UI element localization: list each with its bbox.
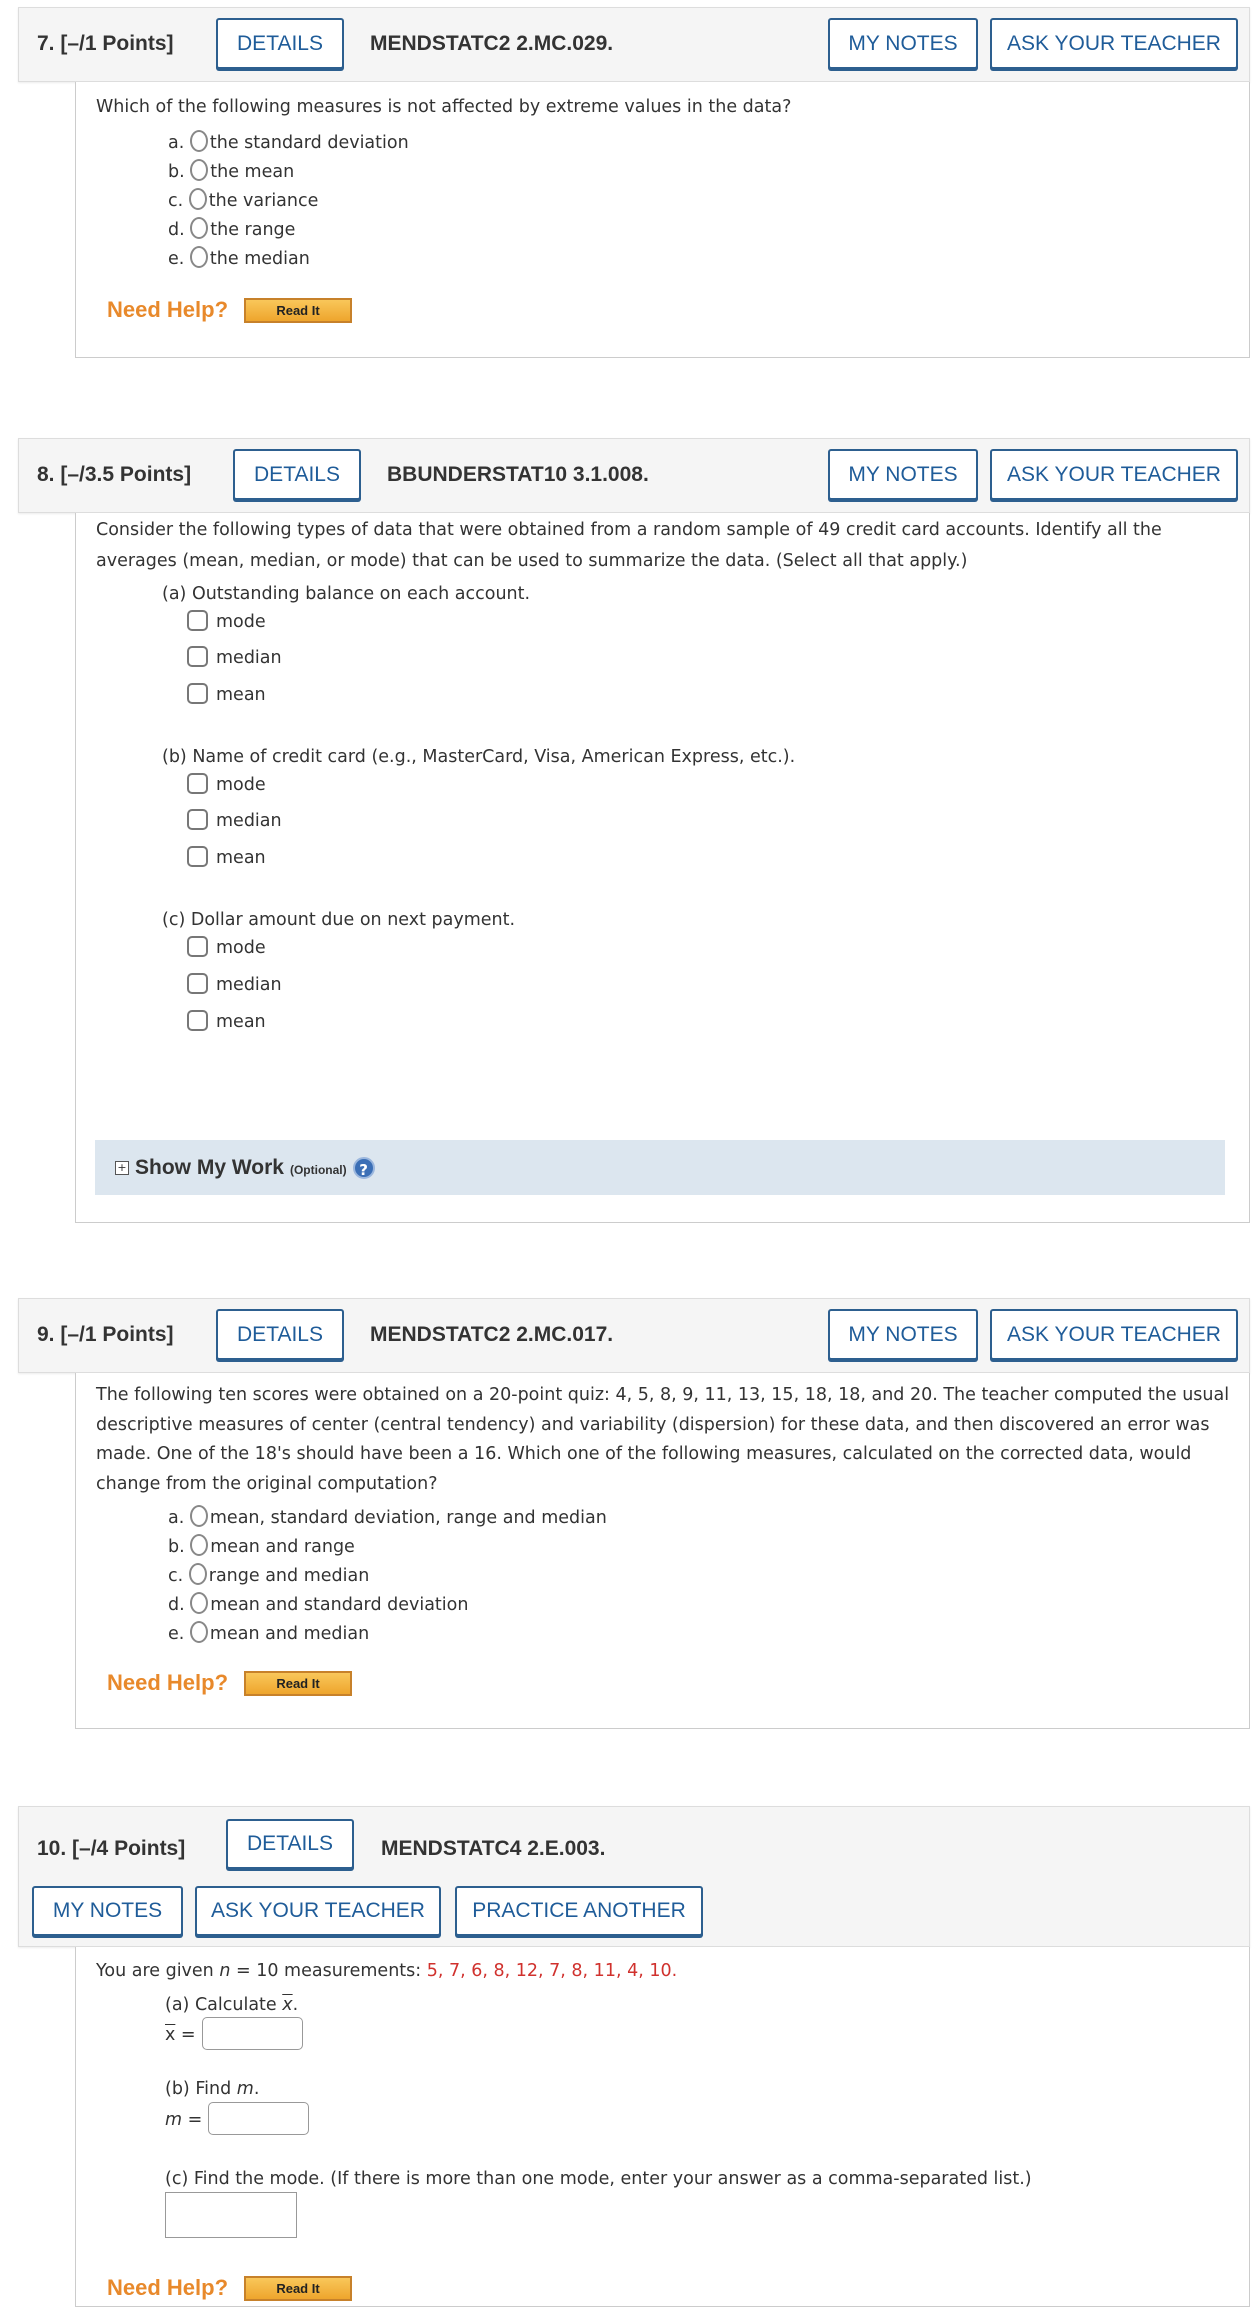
part-c-label: (c) Find the mode. (If there is more than one mode, enter your answer as a comma-separated list.) — [165, 2169, 1032, 2189]
option-letter: b. — [168, 1537, 185, 1557]
checkbox-median[interactable] — [187, 809, 282, 831]
choice-label: median — [216, 648, 282, 668]
help-icon[interactable]: ? — [353, 1157, 375, 1179]
ask-your-teacher-button[interactable]: ASK YOUR TEACHER — [990, 449, 1238, 500]
need-help-label: Need Help? — [107, 297, 229, 322]
intro-suffix: . — [671, 1961, 678, 1981]
part-b-end: . — [253, 2079, 260, 2099]
checkbox-median[interactable] — [187, 973, 282, 995]
checkbox[interactable] — [187, 683, 208, 704]
question-text-line2: averages (mean, median, or mode) that can be used to summarize the data. (Select all that apply.) — [96, 551, 968, 571]
checkbox-mean[interactable] — [187, 683, 266, 705]
measurements: 5, 7, 6, 8, 12, 7, 8, 11, 4, 10 — [426, 1961, 672, 1981]
checkbox-mean[interactable] — [187, 1010, 266, 1032]
points-label: [–/1 Points] — [60, 1323, 174, 1346]
question-text-line1: Consider the following types of data that were obtained from a random sample of 49 credit card accounts. Identify all the — [96, 520, 1162, 540]
show-my-work-label[interactable]: Show My Work — [135, 1155, 284, 1179]
option-b[interactable] — [168, 1534, 355, 1557]
part-a-label: (a) Outstanding balance on each account. — [162, 584, 531, 604]
part-b-label: (b) Name of credit card (e.g., MasterCard, Visa, American Express, etc.). — [162, 747, 796, 767]
part-b-text: (b) Find — [165, 2079, 237, 2099]
x-bar-input[interactable] — [202, 2017, 303, 2050]
option-letter: a. — [168, 1508, 185, 1528]
median-input[interactable] — [208, 2102, 309, 2135]
radio-button[interactable] — [190, 130, 208, 152]
my-notes-button[interactable]: MY NOTES — [828, 18, 978, 69]
checkbox[interactable] — [187, 973, 208, 994]
choice-label: mode — [216, 775, 266, 795]
option-a[interactable] — [168, 1505, 607, 1528]
choice-label: median — [216, 975, 282, 995]
read-it-button[interactable]: Read It — [244, 1671, 352, 1696]
option-c[interactable] — [168, 188, 318, 211]
q7-header — [18, 7, 1250, 82]
ask-your-teacher-button[interactable]: ASK YOUR TEACHER — [195, 1886, 441, 1936]
option-text: mean and median — [209, 1624, 370, 1644]
x-bar: $\overline{x}$ — [165, 2025, 176, 2045]
radio-button[interactable] — [190, 159, 208, 181]
intro-text — [96, 1961, 677, 1981]
option-text: the standard deviation — [209, 133, 409, 153]
q8-header — [18, 438, 1250, 513]
q7-points — [37, 32, 174, 56]
part-a-end: . — [292, 1995, 299, 2015]
intro-prefix: You are given — [96, 1961, 220, 1981]
question-text-line: change from the original computation? — [96, 1474, 438, 1494]
my-notes-button[interactable]: MY NOTES — [828, 449, 978, 500]
problem-code: MENDSTATC4 2.E.003. — [381, 1837, 606, 1860]
choice-label: mean — [216, 1012, 266, 1032]
details-button[interactable]: DETAILS — [233, 449, 361, 500]
option-letter: b. — [168, 162, 185, 182]
m-label — [165, 2110, 202, 2130]
radio-button[interactable] — [190, 1505, 208, 1527]
radio-button[interactable] — [190, 1592, 208, 1614]
need-help-label: Need Help? — [107, 1670, 229, 1695]
question-text-line: The following ten scores were obtained on a 20-point quiz: 4, 5, 8, 9, 11, 13, 15, 18, 18, and 20. The teacher computed the usual — [96, 1385, 1230, 1405]
radio-button[interactable] — [189, 1563, 207, 1585]
option-text: the median — [209, 249, 310, 269]
option-letter: e. — [168, 249, 185, 269]
problem-code: BBUNDERSTAT10 3.1.008. — [387, 463, 649, 486]
question-text-line: made. One of the 18's should have been a 16. Which one of the following measures, calculated on the corrected data, would — [96, 1444, 1192, 1464]
checkbox[interactable] — [187, 773, 208, 794]
read-it-button[interactable]: Read It — [244, 298, 352, 323]
expand-icon[interactable]: + — [115, 1161, 129, 1175]
problem-code: MENDSTATC2 2.MC.017. — [370, 1323, 614, 1346]
checkbox-mode[interactable] — [187, 773, 266, 795]
option-a[interactable] — [168, 130, 409, 153]
option-letter: c. — [168, 191, 184, 211]
option-text: range and median — [208, 1566, 370, 1586]
need-help-label: Need Help? — [107, 2275, 229, 2300]
points-label: [–/4 Points] — [72, 1837, 186, 1860]
checkbox[interactable] — [187, 846, 208, 867]
radio-button[interactable] — [190, 1621, 208, 1643]
mode-input[interactable] — [165, 2192, 297, 2238]
option-text: mean and range — [210, 1537, 355, 1557]
q8-points — [37, 463, 191, 487]
checkbox-mode[interactable] — [187, 936, 266, 958]
ask-your-teacher-button[interactable]: ASK YOUR TEACHER — [990, 1309, 1238, 1360]
question-text: Which of the following measures is not affected by extreme values in the data? — [96, 97, 792, 117]
question-number: 10. — [37, 1837, 67, 1860]
q10-points — [37, 1837, 185, 1861]
option-text: the mean — [210, 162, 295, 182]
ask-your-teacher-button[interactable]: ASK YOUR TEACHER — [990, 18, 1238, 69]
option-d[interactable] — [168, 1592, 468, 1615]
part-c-label: (c) Dollar amount due on next payment. — [162, 910, 516, 930]
option-e[interactable] — [168, 1621, 369, 1644]
my-notes-button[interactable]: MY NOTES — [32, 1886, 183, 1936]
points-label: [–/3.5 Points] — [60, 463, 192, 486]
checkbox[interactable] — [187, 1010, 208, 1031]
option-c[interactable] — [168, 1563, 369, 1586]
q10-header — [18, 1806, 1250, 1947]
choice-label: mean — [216, 848, 266, 868]
option-text: mean, standard deviation, range and median — [209, 1508, 607, 1528]
x-bar-label — [165, 2025, 196, 2045]
m-variable: m — [165, 2110, 183, 2130]
choice-label: mode — [216, 612, 266, 632]
option-letter: e. — [168, 1624, 185, 1644]
details-button[interactable]: DETAILS — [216, 1309, 344, 1360]
q9-body — [75, 1373, 1250, 1729]
checkbox-median[interactable] — [187, 646, 282, 668]
q10-body — [75, 1947, 1250, 2307]
choice-label: mean — [216, 685, 266, 705]
part-a-text: (a) Calculate — [165, 1995, 283, 2015]
show-my-work-bar[interactable] — [95, 1140, 1225, 1195]
x-bar: $\overline{x}$ — [282, 1995, 293, 2015]
checkbox[interactable] — [187, 936, 208, 957]
q8-body — [75, 513, 1250, 1223]
option-letter: a. — [168, 133, 185, 153]
option-d[interactable] — [168, 217, 295, 240]
details-button[interactable]: DETAILS — [226, 1819, 354, 1869]
problem-code: MENDSTATC2 2.MC.029. — [370, 32, 614, 55]
part-b-label — [165, 2079, 259, 2099]
q9-points — [37, 1323, 174, 1347]
option-text: the range — [210, 220, 296, 240]
radio-button[interactable] — [190, 217, 208, 239]
radio-button[interactable] — [190, 246, 208, 268]
q7-body — [75, 82, 1250, 358]
choice-label: mode — [216, 938, 266, 958]
option-letter: d. — [168, 1595, 185, 1615]
read-it-button[interactable]: Read It — [244, 2276, 352, 2301]
part-a-label — [165, 1995, 298, 2015]
choice-label: median — [216, 811, 282, 831]
checkbox[interactable] — [187, 646, 208, 667]
question-number: 9. — [37, 1323, 55, 1346]
option-e[interactable] — [168, 246, 310, 269]
optional-label: (Optional) — [289, 1162, 347, 1177]
question-number: 7. — [37, 32, 55, 55]
question-text-line: descriptive measures of center (central tendency) and variability (dispersion) for these data, and then discovered an error was — [96, 1415, 1210, 1435]
option-letter: c. — [168, 1566, 184, 1586]
equals: = — [182, 2110, 203, 2130]
checkbox-mean[interactable] — [187, 846, 266, 868]
checkbox[interactable] — [187, 809, 208, 830]
equals: = — [175, 2025, 196, 2045]
checkbox-mode[interactable] — [187, 610, 266, 632]
checkbox[interactable] — [187, 610, 208, 631]
option-letter: d. — [168, 220, 185, 240]
details-button[interactable]: DETAILS — [216, 18, 344, 69]
points-label: [–/1 Points] — [60, 32, 174, 55]
m-variable: m — [236, 2079, 254, 2099]
intro-mid: = 10 measurements: — [230, 1961, 427, 1981]
n-variable: n — [219, 1961, 231, 1981]
option-text: the variance — [208, 191, 319, 211]
my-notes-button[interactable]: MY NOTES — [828, 1309, 978, 1360]
question-number: 8. — [37, 463, 55, 486]
radio-button[interactable] — [189, 188, 207, 210]
option-text: mean and standard deviation — [210, 1595, 469, 1615]
option-b[interactable] — [168, 159, 294, 182]
radio-button[interactable] — [190, 1534, 208, 1556]
practice-another-button[interactable]: PRACTICE ANOTHER — [455, 1886, 703, 1936]
q9-header — [18, 1298, 1250, 1373]
